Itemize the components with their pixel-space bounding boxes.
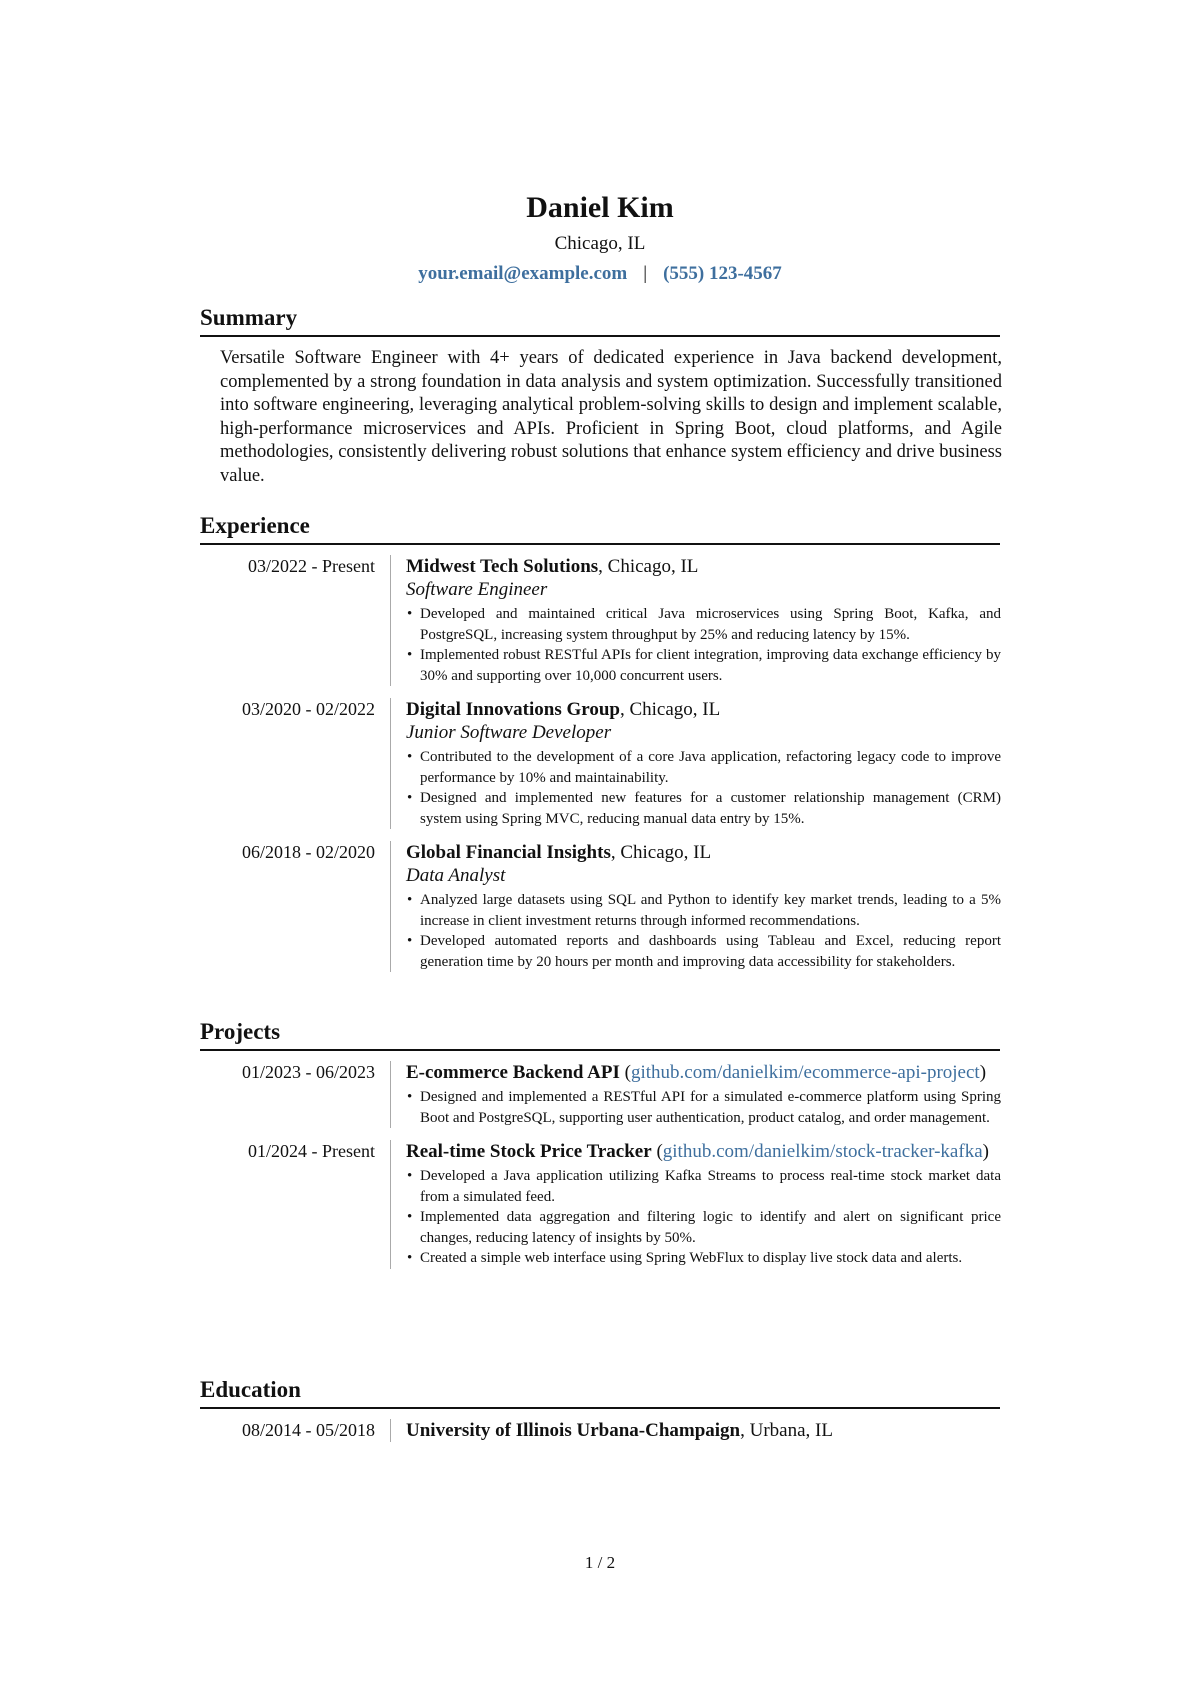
school-location: , Urbana, IL: [740, 1420, 833, 1441]
contact-separator: |: [643, 263, 648, 284]
project-heading: Real-time Stock Price Tracker (github.com/danielkim/stock-tracker-kafka): [406, 1141, 989, 1162]
entry-heading: [406, 1419, 1001, 1442]
candidate-location: Chicago, IL: [554, 233, 646, 254]
email-link[interactable]: your.email@example.com: [418, 263, 628, 284]
experience-section: [200, 511, 1000, 972]
resume-header: [200, 190, 1000, 288]
entry-body: [390, 1140, 1001, 1269]
entry-heading: [406, 698, 1001, 721]
education-list: [200, 1419, 1000, 1442]
experience-entry: [200, 698, 1000, 829]
projects-list: [200, 1061, 1000, 1269]
section-title-experience: Experience: [200, 511, 1000, 545]
entry-date: 01/2023 - 06/2023: [242, 1062, 375, 1082]
entry-heading: [406, 841, 1001, 864]
section-title-summary: Summary: [200, 303, 1000, 337]
job-title: Junior Software Developer: [406, 722, 612, 743]
bullet-item: • Implemented robust RESTful APIs for client integration, improving data exchange efficiency by 30% and supporting over 10,000 concurrent users.: [406, 645, 1001, 686]
job-title: Data Analyst: [406, 865, 506, 886]
entry-date: 03/2022 - Present: [248, 556, 375, 576]
entry-body: [390, 555, 1001, 686]
company-location: , Chicago, IL: [610, 842, 712, 863]
section-title-projects: Projects: [200, 1017, 1000, 1051]
bullet-item: • Developed a Java application utilizing Kafka Streams to process real-time stock market data from a simulated feed.: [406, 1166, 1001, 1207]
entry-body: [390, 841, 1001, 972]
bullet-item: • Designed and implemented new features for a customer relationship management (CRM) system using Spring MVC, reducing manual data entry by 15%.: [406, 788, 1001, 829]
contact-line: [200, 260, 1000, 288]
bullet-item: • Developed automated reports and dashboards using Tableau and Excel, reducing report generation time by 20 hours per month and improving data accessibility for stakeholders.: [406, 931, 1001, 972]
experience-entry: [200, 841, 1000, 972]
phone-link[interactable]: (555) 123-4567: [663, 263, 782, 284]
company-name: Midwest Tech Solutions: [406, 556, 599, 577]
bullet-item: • Developed and maintained critical Java microservices using Spring Boot, Kafka, and PostgreSQL, increasing system throughput by 25% and reducing latency by 15%.: [406, 604, 1001, 645]
bullet-list: [406, 890, 1001, 972]
bullet-list: [406, 1087, 1001, 1128]
project-heading: E-commerce Backend API (github.com/danielkim/ecommerce-api-project): [406, 1062, 987, 1083]
bullet-list: [406, 604, 1001, 686]
bullet-list: [406, 747, 1001, 829]
entry-heading: [406, 555, 1001, 578]
entry-body: [390, 698, 1001, 829]
projects-section: [200, 1017, 1000, 1269]
entry-date: 03/2020 - 02/2022: [242, 699, 375, 719]
project-link[interactable]: github.com/danielkim/ecommerce-api-project: [630, 1062, 980, 1083]
entry-date: 06/2018 - 02/2020: [242, 842, 375, 862]
bullet-item: • Implemented data aggregation and filtering logic to identify and alert on significant price changes, reducing latency of insights by 50%.: [406, 1207, 1001, 1248]
company-location: , Chicago, IL: [598, 556, 699, 577]
entry-body: [390, 1419, 1001, 1442]
experience-list: [200, 555, 1000, 972]
summary-section: [200, 303, 1000, 488]
school-name: University of Illinois Urbana-Champaign: [406, 1420, 741, 1441]
resume-page: [200, 0, 1000, 1683]
project-entry: [200, 1140, 1000, 1269]
bullet-item: • Contributed to the development of a core Java application, refactoring legacy code to improve performance by 10% and maintainability.: [406, 747, 1001, 788]
company-location: , Chicago, IL: [619, 699, 721, 720]
bullet-item: • Designed and implemented a RESTful API for a simulated e-commerce platform using Spring Boot and PostgreSQL, supporting user authentication, product catalog, and order management.: [406, 1087, 1001, 1128]
entry-date: 08/2014 - 05/2018: [242, 1420, 375, 1440]
project-name: Real-time Stock Price Tracker: [406, 1141, 652, 1162]
entry-date: 01/2024 - Present: [248, 1141, 375, 1161]
entry-body: [390, 1061, 1001, 1128]
job-title: Software Engineer: [406, 579, 548, 600]
company-name: Global Financial Insights: [406, 842, 611, 863]
education-entry: [200, 1419, 1000, 1442]
summary-text: Versatile Software Engineer with 4+ years of dedicated experience in Java backend development, complemented by a strong foundation in data analysis and system optimization. Successfully transitioned into software engineering, leveraging analytical problem-solving skills to design and implement scalable, high-performance microservices and APIs. Proficient in Spring Boot, cloud platforms, and Agile methodologies, consistently delivering robust solutions that enhance system efficiency and drive business value.: [220, 348, 1002, 486]
education-section: [200, 1375, 1000, 1442]
project-link[interactable]: github.com/danielkim/stock-tracker-kafka: [662, 1141, 983, 1162]
section-title-education: Education: [200, 1375, 1000, 1409]
bullet-list: [406, 1166, 1001, 1269]
company-name: Digital Innovations Group: [406, 699, 620, 720]
bullet-item: • Created a simple web interface using Spring WebFlux to display live stock data and alerts.: [406, 1248, 1001, 1269]
bullet-item: • Analyzed large datasets using SQL and Python to identify key market trends, leading to a 5% increase in client investment returns through informed recommendations.: [406, 890, 1001, 931]
project-entry: [200, 1061, 1000, 1128]
project-name: E-commerce Backend API: [406, 1062, 620, 1083]
page-number: 1 / 2: [584, 1553, 616, 1572]
experience-entry: [200, 555, 1000, 686]
candidate-name: Daniel Kim: [526, 191, 674, 224]
